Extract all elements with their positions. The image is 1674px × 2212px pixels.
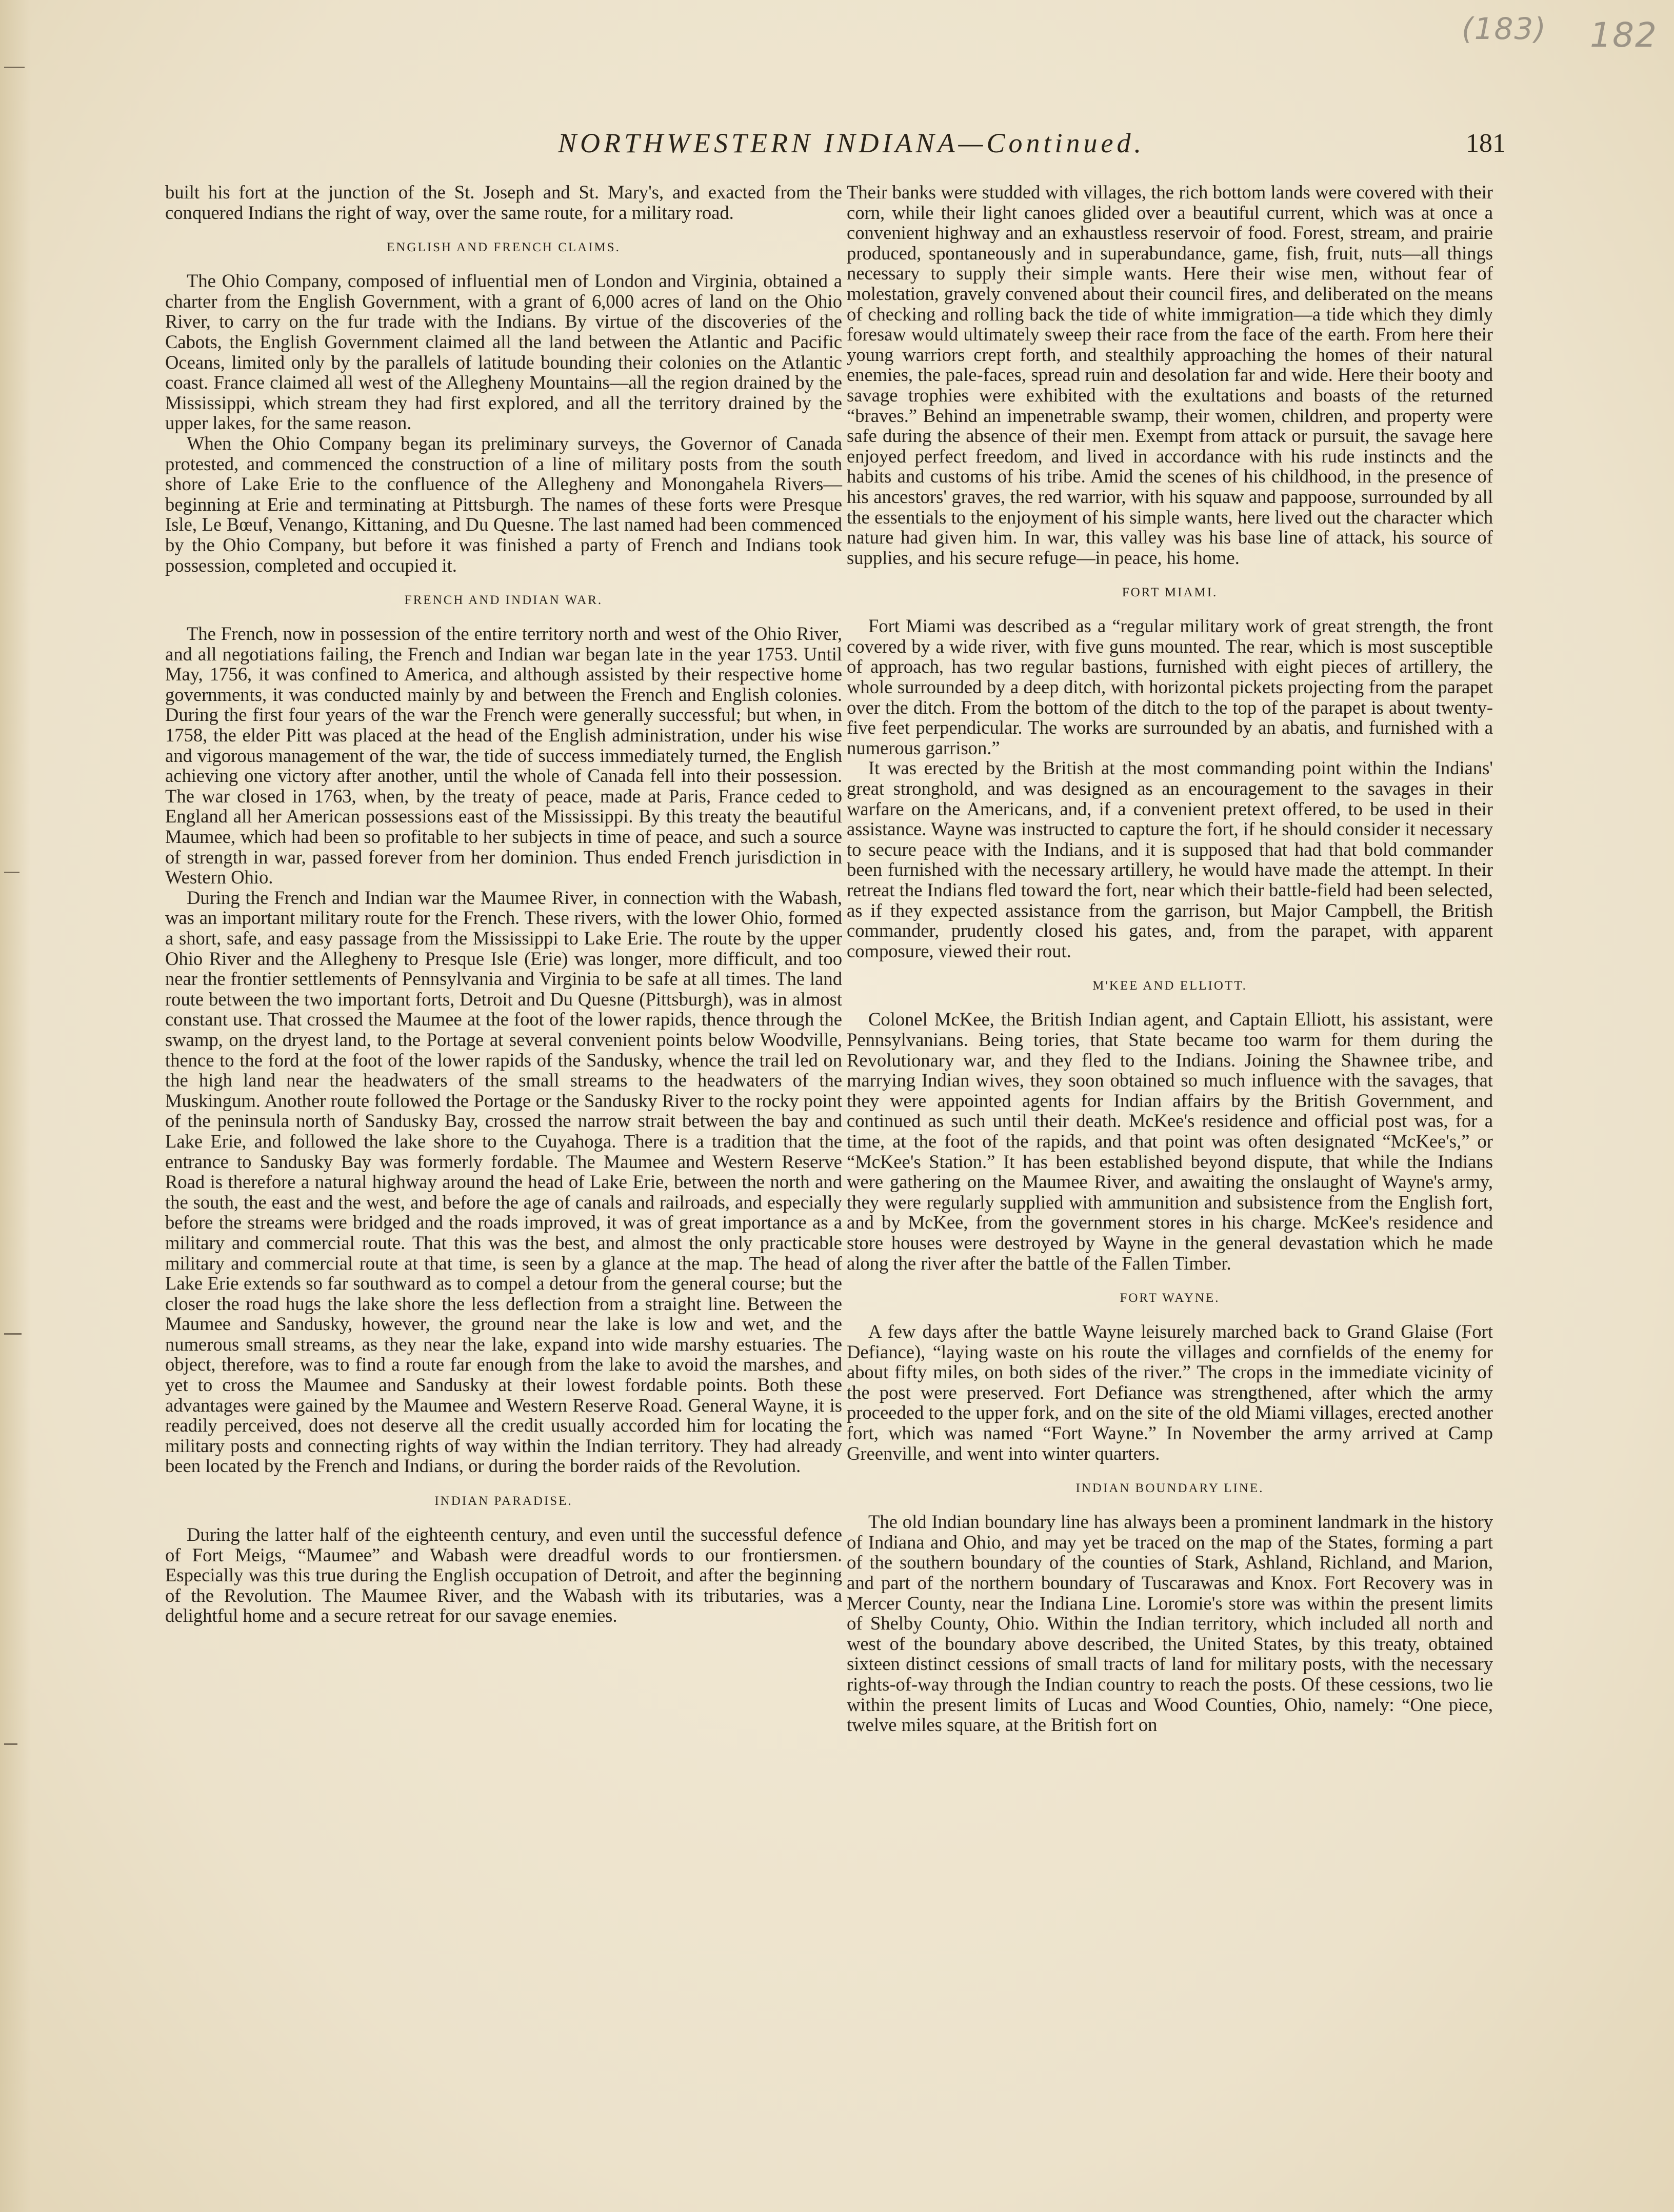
pencil-note-page-number: (183) bbox=[1462, 11, 1547, 46]
section-heading: FORT MIAMI. bbox=[1122, 586, 1218, 600]
margin-marks bbox=[0, 0, 31, 2212]
paragraph: Fort Miami was described as a “regular military work of great strength, the front covered by a wide river, with five guns mounted. The rear, which is most susceptible of approach, has two regular bastions, furnished with eight pieces of artillery, the whole surrounded by a deep ditch, with horizontal pickets projecting from the parapet over the ditch. From the bottom of the ditch to the top of the parapet is about twenty-five feet perpendicular. The works are surrounded by an abatis, and furnished with a numerous garrison.” bbox=[847, 615, 1493, 758]
running-head: NORTHWESTERN INDIANA—Continued. bbox=[558, 128, 1145, 158]
paragraph: A few days after the battle Wayne leisurely marched back to Grand Glaise (Fort Defiance), “laying waste on his route the villages and cornfields of the enemy for about fifty miles, on both sides of the river.” The crops in the immediate vicinity of the post were preserved. Fort Defiance was strengthened, after which the army proceeded to the upper fork, and on the site of the old Miami villages, erected another fort, which was named “Fort Wayne.” In November the army arrived at Camp Greenville, and went into winter quarters. bbox=[847, 1321, 1493, 1464]
paragraph: built his fort at the junction of the St. Joseph and St. Mary's, and exacted from the conquered Indians the right of way, over the same route, for a military road. bbox=[165, 182, 842, 223]
margin-mark bbox=[4, 1743, 17, 1745]
paragraph: The old Indian boundary line has always been a prominent landmark in the history of Indiana and Ohio, and may yet be traced on the map of the States, forming a part of the southern boundary of the counties of Stark, Ashland, Richland, and Marion, and part of the northern boundary of Tuscarawas and Knox. Fort Recovery was in Mercer County, near the Indiana Line. Loromie's store was within the present limits of Shelby County, Ohio. Within the Indian territory, which included all north and west of the boundary above described, the United States, by this treaty, obtained sixteen distinct cessions of small tracts of land for military posts, with the necessary rights-of-way through the Indian country to reach the posts. Of these cessions, two lie within the present limits of Lucas and Wood Counties, Ohio, namely: “One piece, twelve miles square, at the British fort on bbox=[847, 1511, 1493, 1736]
paragraph: It was erected by the British at the most commanding point within the Indians' great stronghold, and was designed as an encouragement to the savages in their warfare on the Americans, and, if a convenient pretext offered, to be used in their assistance. Wayne was instructed to capture the fort, if he should consider it necessary to secure peace with the Indians, and it is supposed that had that bold commander been furnished with the necessary artillery, he would have made the attempt. In their retreat the Indians fled toward the fort, near which their battle-field had been selected, as if they expected assistance from the garrison, but Major Campbell, the British commander, prudently closed his gates, and, from the parapet, with apparent composure, viewed their rout. bbox=[847, 757, 1493, 961]
section-heading: INDIAN PARADISE. bbox=[434, 1494, 573, 1509]
pencil-note-sheet-number: 182 bbox=[1590, 15, 1658, 55]
margin-mark bbox=[4, 67, 25, 68]
paragraph: Colonel McKee, the British Indian agent, and Captain Elliott, his assistant, were Pennsylvanians. Being tories, that State became too warm for them during the Revolutionary war, and they fled to the Indians. Joining the Shawnee tribe, and marrying Indian wives, they soon obtained so much influence with the savages, that they were appointed agents for Indian affairs by the British Government, and continued as such until their death. McKee's residence and official post was, for a time, at the foot of the rapids, and that point was often designated “McKee's,” or “McKee's Station.” It has been established beyond dispute, that while the Indians were gathering on the Maumee River, and awaiting the onslaught of Wayne's army, they were regularly supplied with ammunition and subsistence from the English fort, and by McKee, from the government stores in his charge. McKee's residence and store houses were destroyed by Wayne in the general devastation which he made along the river after the battle of the Fallen Timber. bbox=[847, 1009, 1493, 1274]
margin-mark bbox=[4, 1333, 22, 1335]
section-heading: M'KEE AND ELLIOTT. bbox=[1092, 979, 1247, 993]
paragraph: The French, now in possession of the entire territory north and west of the Ohio River, and all negotiations failing, the French and Indian war began late in the year 1753. Until May, 1756, it was confined to America, and although assisted by their respective home governments, it was conducted mainly by and between the French and English colonies. During the first four years of the war the French were generally successful; but when, in 1758, the elder Pitt was placed at the head of the English administration, under his wise and vigorous management of the war, the tide of success immediately turned, the English achieving one victory after another, until the whole of Canada fell into their possession. The war closed in 1763, when, by the treaty of peace, made at Paris, France ceded to England all her American possessions east of the Mississippi. By this treaty the beautiful Maumee, which had been so profitable to her subjects in time of peace, and such a source of strength in war, passed forever from her dominion. Thus ended French jurisdiction in Western Ohio. bbox=[165, 623, 842, 888]
section-heading: FRENCH AND INDIAN WAR. bbox=[404, 593, 603, 608]
paragraph: Their banks were studded with villages, the rich bottom lands were covered with their corn, while their light canoes glided over a beautiful current, which was at once a convenient highway and an exhaustless reservoir of food. Forest, stream, and prairie produced, spontaneously and in superabundance, game, fish, fruit, nuts—all things necessary to supply their simple wants. Here their wise men, without fear of molestation, gravely convened about their council fires, and deliberated on the means of checking and rolling back the tide of white immigration—a tide which they dimly foresaw would ultimately sweep their race from the face of the earth. From here their young warriors crept forth, and stealthily approaching the homes of their natural enemies, the pale-faces, spread ruin and desolation far and wide. Here their booty and savage trophies were exhibited with the exultations and boasts of the returned “braves.” Behind an impenetrable swamp, their women, children, and property were safe during the absence of their men. Exempt from attack or pursuit, the savage here enjoyed perfect freedom, and lived in accordance with his rude instincts and the habits and customs of his tribe. Amid the scenes of his childhood, in the presence of his ancestors' graves, the red warrior, with his squaw and pappoose, surrounded by all the essentials to the enjoyment of his simple wants, here lived out the character which nature had given him. In war, this valley was his base line of attack, his source of supplies, and his secure refuge—in peace, his home. bbox=[847, 182, 1493, 568]
margin-mark bbox=[4, 872, 19, 873]
section-heading: INDIAN BOUNDARY LINE. bbox=[1075, 1481, 1264, 1496]
paragraph: When the Ohio Company began its preliminary surveys, the Governor of Canada protested, and commenced the construction of a line of military posts from the south shore of Lake Erie to the confluence of the Allegheny and Monongahela Rivers—beginning at Erie and terminating at Pittsburgh. The names of these forts were Presque Isle, Le Bœuf, Venango, Kittaning, and Du Quesne. The last named had been commenced by the Ohio Company, but before it was finished a party of French and Indians took possession, completed and occupied it. bbox=[165, 432, 842, 576]
section-heading: ENGLISH AND FRENCH CLAIMS. bbox=[387, 240, 621, 255]
right-column bbox=[847, 182, 1493, 1735]
section-heading: FORT WAYNE. bbox=[1120, 1291, 1220, 1305]
page-number: 181 bbox=[1466, 129, 1506, 158]
left-column bbox=[165, 182, 842, 1626]
paragraph: During the latter half of the eighteenth century, and even until the successful defence of Fort Meigs, “Maumee” and Wabash were dreadful words to our frontiersmen. Especially was this true during the English occupation of Detroit, and after the beginning of the Revolution. The Maumee River, and the Wabash with its tributaries, was a delightful home and a secure retreat for our savage enemies. bbox=[165, 1524, 842, 1626]
paragraph: During the French and Indian war the Maumee River, in connection with the Wabash, was an important military route for the French. These rivers, with the lower Ohio, formed a short, safe, and easy passage from the Mississippi to Lake Erie. The route by the upper Ohio River and the Allegheny to Presque Isle (Erie) was longer, more difficult, and too near the frontier settlements of Pennsylvania and Virginia to be safe at all times. The land route between the two important forts, Detroit and Du Quesne (Pittsburgh), was in almost constant use. That crossed the Maumee at the foot of the lower rapids, thence through the swamp, on the dryest land, to the Portage at several convenient points below Woodville, thence to the ford at the foot of the lower rapids of the Sandusky, whence the trail led on the high land near the headwaters of the small streams to the headwaters of the Muskingum. Another route followed the Portage or the Sandusky River to the rocky point of the peninsula north of Sandusky Bay, crossed the narrow strait between the bay and Lake Erie, and followed the lake shore to the Cuyahoga. There is a tradition that the entrance to Sandusky Bay was formerly fordable. The Maumee and Western Reserve Road is therefore a natural highway around the head of Lake Erie, between the north and the south, the east and the west, and before the age of canals and railroads, and especially before the streams were bridged and the roads improved, it was of great importance as a military and commercial route. That this was the best, and almost the only practicable military and commercial route at that time, is seen by a glance at the map. The head of Lake Erie extends so far southward as to compel a detour from the general course; but the closer the road hugs the lake shore the less deflection from a straight line. Between the Maumee and Sandusky, however, the ground near the lake is low and wet, and the numerous small streams, as they near the lake, expand into wide marshy estuaries. The object, therefore, was to find a route far enough from the lake to avoid the marshes, and yet to cross the Maumee and Sandusky at their lowest fordable points. Both these advantages were gained by the Maumee and Western Reserve Road. General Wayne, it is readily perceived, does not deserve all the credit usually accorded him for locating the military posts and connecting rights of way within the Indian territory. They had already been located by the French and Indians, or during the border raids of the Revolution. bbox=[165, 887, 842, 1477]
paragraph: The Ohio Company, composed of influential men of London and Virginia, obtained a charter from the English Government, with a grant of 6,000 acres of land on the Ohio River, to carry on the fur trade with the Indians. By virtue of the discoveries of the Cabots, the English Government claimed all the land between the Atlantic and Pacific Oceans, limited only by the parallels of latitude bounding their colonies on the Atlantic coast. France claimed all west of the Allegheny Mountains—all the region drained by the Mississippi, which stream they had first explored, and all the territory drained by the upper lakes, for the same reason. bbox=[165, 270, 842, 434]
